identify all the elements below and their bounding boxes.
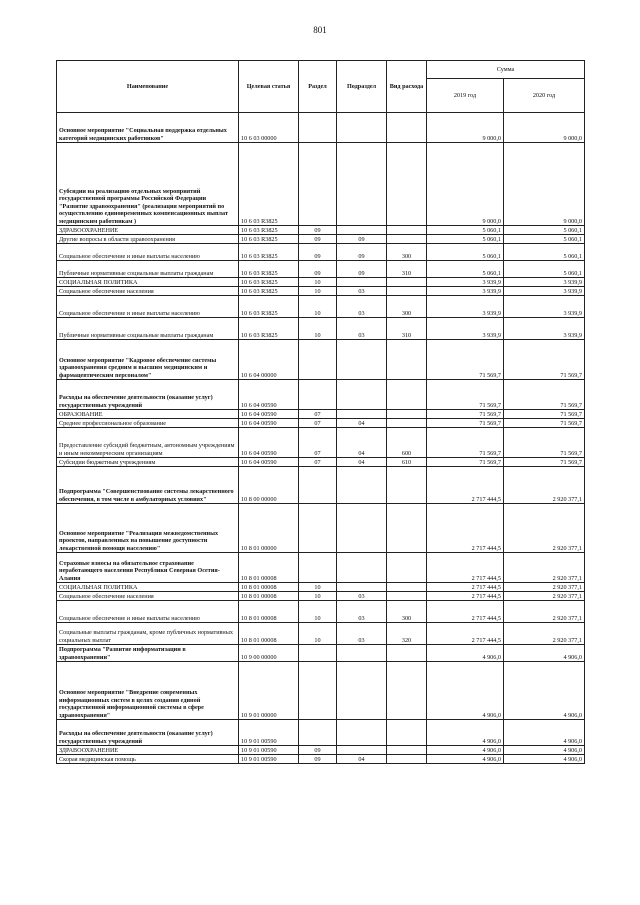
cell-target-code: 10 6 04 00590	[239, 380, 299, 410]
table-body	[57, 113, 585, 764]
cell-section	[299, 113, 337, 143]
cell-name: СОЦИАЛЬНАЯ ПОЛИТИКА	[57, 278, 239, 287]
table-row	[57, 143, 585, 226]
cell-expense-type	[387, 380, 427, 410]
cell-target-code: 10 6 03 R3825	[239, 143, 299, 226]
cell-name: Предоставление субсидий бюджетным, автономным учреждениям и иным некоммерческим организациям	[57, 428, 239, 458]
cell-sum-2019: 4 906,0	[427, 720, 504, 746]
cell-name: Публичные нормативные социальные выплаты гражданам	[57, 261, 239, 278]
cell-section: 10	[299, 592, 337, 601]
table-row	[57, 467, 585, 504]
cell-subsection	[337, 113, 387, 143]
cell-subsection: 03	[337, 601, 387, 623]
cell-sum-2020: 9 000,0	[504, 113, 585, 143]
cell-section: 10	[299, 278, 337, 287]
cell-expense-type	[387, 645, 427, 662]
cell-target-code: 10 6 04 00590	[239, 419, 299, 428]
cell-section: 07	[299, 419, 337, 428]
table-row	[57, 419, 585, 428]
cell-sum-2020: 71 569,7	[504, 340, 585, 380]
cell-name: Страховые взносы на обязательное страхование неработающего населения Республики Северная Осетия-Алания	[57, 553, 239, 583]
cell-target-code: 10 9 01 00590	[239, 746, 299, 755]
cell-target-code: 10 6 04 00590	[239, 410, 299, 419]
cell-section	[299, 720, 337, 746]
cell-section: 07	[299, 410, 337, 419]
cell-sum-2020: 2 920 377,1	[504, 553, 585, 583]
cell-sum-2020: 2 920 377,1	[504, 592, 585, 601]
cell-target-code: 10 6 03 R3825	[239, 287, 299, 296]
table-row	[57, 410, 585, 419]
cell-sum-2019: 2 717 444,5	[427, 583, 504, 592]
cell-sum-2019: 3 939,9	[427, 278, 504, 287]
cell-expense-type: 310	[387, 318, 427, 340]
table-row	[57, 601, 585, 623]
cell-subsection	[337, 467, 387, 504]
cell-section: 09	[299, 261, 337, 278]
cell-subsection	[337, 278, 387, 287]
header-year-2019: 2019 год	[427, 79, 504, 113]
cell-name: Основное мероприятие "Реализация межведомственных проектов, направленных на повышение доступности лекарственной помощи населению"	[57, 504, 239, 553]
cell-target-code: 10 8 01 00000	[239, 504, 299, 553]
cell-expense-type	[387, 720, 427, 746]
cell-sum-2019: 2 717 444,5	[427, 623, 504, 645]
cell-sum-2019: 3 939,9	[427, 287, 504, 296]
cell-name: Социальные выплаты гражданам, кроме публичных нормативных социальных выплат	[57, 623, 239, 645]
table-row	[57, 662, 585, 720]
cell-sum-2020: 71 569,7	[504, 428, 585, 458]
header-expense-type: Вид расхода	[387, 61, 427, 113]
page-number: 801	[313, 25, 327, 35]
cell-sum-2019: 71 569,7	[427, 380, 504, 410]
cell-section	[299, 504, 337, 553]
cell-sum-2019: 2 717 444,5	[427, 601, 504, 623]
cell-subsection: 09	[337, 244, 387, 261]
cell-sum-2019: 3 939,9	[427, 296, 504, 318]
cell-subsection: 04	[337, 428, 387, 458]
table-row	[57, 296, 585, 318]
table-row	[57, 592, 585, 601]
header-year-2020: 2020 год	[504, 79, 585, 113]
table-row	[57, 340, 585, 380]
cell-target-code: 10 8 01 00008	[239, 601, 299, 623]
cell-target-code: 10 8 01 00008	[239, 553, 299, 583]
cell-section: 09	[299, 746, 337, 755]
cell-name: Публичные нормативные социальные выплаты гражданам	[57, 318, 239, 340]
cell-sum-2019: 5 060,1	[427, 226, 504, 235]
cell-target-code: 10 9 01 00000	[239, 662, 299, 720]
cell-name: Социальное обеспечение и иные выплаты населению	[57, 244, 239, 261]
table-row	[57, 318, 585, 340]
cell-name: СОЦИАЛЬНАЯ ПОЛИТИКА	[57, 583, 239, 592]
cell-name: ЗДРАВООХРАНЕНИЕ	[57, 746, 239, 755]
cell-subsection	[337, 553, 387, 583]
cell-name: Социальное обеспечение населения	[57, 592, 239, 601]
cell-sum-2020: 2 920 377,1	[504, 467, 585, 504]
cell-sum-2020: 3 939,9	[504, 287, 585, 296]
cell-name: Подпрограмма "Развитие информатизации в здравоохранении"	[57, 645, 239, 662]
cell-sum-2020: 5 060,1	[504, 235, 585, 244]
cell-sum-2019: 5 060,1	[427, 261, 504, 278]
table-row	[57, 720, 585, 746]
cell-name: Расходы на обеспечение деятельности (оказание услуг) государственных учреждений	[57, 380, 239, 410]
cell-section: 09	[299, 244, 337, 261]
cell-sum-2019: 2 717 444,5	[427, 504, 504, 553]
cell-subsection	[337, 504, 387, 553]
cell-target-code: 10 6 04 00590	[239, 428, 299, 458]
cell-section: 09	[299, 755, 337, 764]
cell-expense-type	[387, 583, 427, 592]
cell-sum-2019: 4 906,0	[427, 746, 504, 755]
cell-sum-2019: 5 060,1	[427, 235, 504, 244]
cell-expense-type: 600	[387, 428, 427, 458]
table-row	[57, 746, 585, 755]
cell-subsection	[337, 380, 387, 410]
cell-sum-2019: 71 569,7	[427, 419, 504, 428]
cell-section	[299, 662, 337, 720]
cell-expense-type	[387, 746, 427, 755]
cell-target-code: 10 6 03 R3825	[239, 235, 299, 244]
cell-target-code: 10 9 01 00590	[239, 755, 299, 764]
cell-sum-2020: 5 060,1	[504, 226, 585, 235]
cell-sum-2019: 71 569,7	[427, 410, 504, 419]
cell-section: 07	[299, 458, 337, 467]
table-row	[57, 278, 585, 287]
cell-target-code: 10 6 03 R3825	[239, 261, 299, 278]
cell-name: Социальное обеспечение и иные выплаты населению	[57, 296, 239, 318]
cell-name: Социальное обеспечение и иные выплаты населению	[57, 601, 239, 623]
cell-sum-2020: 2 920 377,1	[504, 583, 585, 592]
cell-sum-2020: 4 906,0	[504, 720, 585, 746]
cell-section	[299, 467, 337, 504]
cell-sum-2020: 4 906,0	[504, 755, 585, 764]
cell-target-code: 10 8 00 00000	[239, 467, 299, 504]
cell-section	[299, 340, 337, 380]
cell-target-code: 10 6 03 00000	[239, 113, 299, 143]
cell-subsection: 03	[337, 296, 387, 318]
cell-sum-2020: 3 939,9	[504, 318, 585, 340]
table-row	[57, 244, 585, 261]
cell-subsection	[337, 583, 387, 592]
cell-subsection: 03	[337, 592, 387, 601]
cell-sum-2020: 71 569,7	[504, 458, 585, 467]
table-row	[57, 458, 585, 467]
cell-name: Социальное обеспечение населения	[57, 287, 239, 296]
table-row	[57, 235, 585, 244]
cell-section: 10	[299, 318, 337, 340]
cell-sum-2019: 4 906,0	[427, 645, 504, 662]
cell-section: 07	[299, 428, 337, 458]
table-row	[57, 380, 585, 410]
cell-section: 10	[299, 296, 337, 318]
cell-name: Среднее профессиональное образование	[57, 419, 239, 428]
cell-expense-type	[387, 143, 427, 226]
cell-subsection: 04	[337, 419, 387, 428]
header-name: Наименование	[57, 61, 239, 113]
cell-sum-2020: 4 906,0	[504, 746, 585, 755]
cell-expense-type	[387, 504, 427, 553]
cell-sum-2019: 3 939,9	[427, 318, 504, 340]
cell-subsection: 03	[337, 287, 387, 296]
cell-sum-2020: 3 939,9	[504, 278, 585, 287]
cell-expense-type: 300	[387, 244, 427, 261]
header-section: Раздел	[299, 61, 337, 113]
table-row	[57, 428, 585, 458]
cell-target-code: 10 6 03 R3825	[239, 296, 299, 318]
cell-section: 10	[299, 623, 337, 645]
cell-subsection	[337, 226, 387, 235]
cell-name: Основное мероприятие "Внедрение современных информационных систем в целях создания единой государственной информационной системы в сфере здравоохранения"	[57, 662, 239, 720]
cell-name: Основное мероприятие "Социальная поддержка отдельных категорий медицинских работников"	[57, 113, 239, 143]
cell-name: Скорая медицинская помощь	[57, 755, 239, 764]
cell-sum-2019: 9 000,0	[427, 143, 504, 226]
cell-sum-2020: 2 920 377,1	[504, 601, 585, 623]
cell-target-code: 10 6 04 00590	[239, 458, 299, 467]
cell-sum-2020: 2 920 377,1	[504, 504, 585, 553]
cell-expense-type	[387, 278, 427, 287]
cell-subsection	[337, 340, 387, 380]
header-subsection: Подраздел	[337, 61, 387, 113]
cell-sum-2019: 5 060,1	[427, 244, 504, 261]
cell-expense-type: 300	[387, 296, 427, 318]
cell-sum-2020: 4 906,0	[504, 645, 585, 662]
cell-section: 09	[299, 235, 337, 244]
cell-subsection: 04	[337, 458, 387, 467]
cell-target-code: 10 6 04 00000	[239, 340, 299, 380]
cell-sum-2019: 4 906,0	[427, 662, 504, 720]
table-row	[57, 623, 585, 645]
table-row	[57, 583, 585, 592]
cell-section	[299, 553, 337, 583]
cell-subsection	[337, 746, 387, 755]
table-row	[57, 755, 585, 764]
cell-sum-2020: 71 569,7	[504, 419, 585, 428]
cell-target-code: 10 8 01 00008	[239, 583, 299, 592]
table-row	[57, 287, 585, 296]
table-row	[57, 226, 585, 235]
cell-name: Субсидии бюджетным учреждениям	[57, 458, 239, 467]
cell-section: 10	[299, 583, 337, 592]
cell-name: Основное мероприятие "Кадровое обеспечение системы здравоохранения средним и высшим медицинским и фармацевтическим персоналом"	[57, 340, 239, 380]
cell-expense-type	[387, 662, 427, 720]
cell-expense-type: 310	[387, 261, 427, 278]
cell-subsection	[337, 143, 387, 226]
cell-subsection: 09	[337, 261, 387, 278]
cell-expense-type: 610	[387, 458, 427, 467]
cell-sum-2020: 3 939,9	[504, 296, 585, 318]
cell-subsection: 04	[337, 755, 387, 764]
cell-sum-2020: 71 569,7	[504, 380, 585, 410]
cell-sum-2019: 71 569,7	[427, 458, 504, 467]
cell-target-code: 10 8 01 00008	[239, 592, 299, 601]
cell-expense-type	[387, 553, 427, 583]
table-row	[57, 113, 585, 143]
cell-sum-2020: 71 569,7	[504, 410, 585, 419]
cell-sum-2020: 5 060,1	[504, 261, 585, 278]
header-sum: Сумма	[427, 61, 585, 79]
cell-expense-type	[387, 287, 427, 296]
cell-subsection	[337, 720, 387, 746]
header-target: Целевая статья	[239, 61, 299, 113]
cell-sum-2020: 4 906,0	[504, 662, 585, 720]
cell-expense-type	[387, 226, 427, 235]
cell-expense-type	[387, 235, 427, 244]
cell-expense-type	[387, 592, 427, 601]
cell-sum-2019: 4 906,0	[427, 755, 504, 764]
table-row	[57, 504, 585, 553]
cell-sum-2019: 71 569,7	[427, 340, 504, 380]
cell-name: Субсидии на реализацию отдельных мероприятий государственной программы Российской Федерации "Развитие здравоохранения" (реализация мероприятий по осуществлению единовременных компенсационных выплат медицинским работникам )	[57, 143, 239, 226]
cell-section	[299, 380, 337, 410]
cell-name: Расходы на обеспечение деятельности (оказание услуг) государственных учреждений	[57, 720, 239, 746]
cell-name: ОБРАЗОВАНИЕ	[57, 410, 239, 419]
cell-subsection	[337, 410, 387, 419]
cell-subsection: 03	[337, 318, 387, 340]
cell-target-code: 10 6 03 R3825	[239, 278, 299, 287]
cell-sum-2019: 2 717 444,5	[427, 467, 504, 504]
cell-name: Подпрограмма "Совершенствование системы лекарственного обеспечения, в том числе в амбулаторных условиях"	[57, 467, 239, 504]
cell-subsection	[337, 662, 387, 720]
cell-expense-type: 300	[387, 601, 427, 623]
cell-expense-type	[387, 340, 427, 380]
table-row	[57, 645, 585, 662]
cell-expense-type	[387, 410, 427, 419]
cell-subsection	[337, 645, 387, 662]
cell-expense-type	[387, 419, 427, 428]
cell-subsection: 03	[337, 623, 387, 645]
cell-section: 10	[299, 601, 337, 623]
cell-section: 10	[299, 287, 337, 296]
cell-name: ЗДРАВООХРАНЕНИЕ	[57, 226, 239, 235]
cell-target-code: 10 9 00 00000	[239, 645, 299, 662]
cell-target-code: 10 6 03 R3825	[239, 318, 299, 340]
cell-sum-2019: 2 717 444,5	[427, 553, 504, 583]
cell-section	[299, 143, 337, 226]
cell-sum-2019: 2 717 444,5	[427, 592, 504, 601]
cell-section	[299, 645, 337, 662]
cell-name: Другие вопросы в области здравоохранения	[57, 235, 239, 244]
cell-section: 09	[299, 226, 337, 235]
cell-sum-2019: 9 000,0	[427, 113, 504, 143]
cell-expense-type	[387, 113, 427, 143]
cell-target-code: 10 8 01 00008	[239, 623, 299, 645]
cell-expense-type	[387, 467, 427, 504]
cell-sum-2019: 71 569,7	[427, 428, 504, 458]
cell-expense-type	[387, 755, 427, 764]
table-row	[57, 261, 585, 278]
cell-subsection: 09	[337, 235, 387, 244]
budget-table	[56, 60, 585, 764]
cell-target-code: 10 6 03 R3825	[239, 244, 299, 261]
cell-expense-type: 320	[387, 623, 427, 645]
cell-sum-2020: 9 000,0	[504, 143, 585, 226]
cell-target-code: 10 6 03 R3825	[239, 226, 299, 235]
cell-target-code: 10 9 01 00590	[239, 720, 299, 746]
cell-sum-2020: 5 060,1	[504, 244, 585, 261]
cell-sum-2020: 2 920 377,1	[504, 623, 585, 645]
table-row	[57, 553, 585, 583]
